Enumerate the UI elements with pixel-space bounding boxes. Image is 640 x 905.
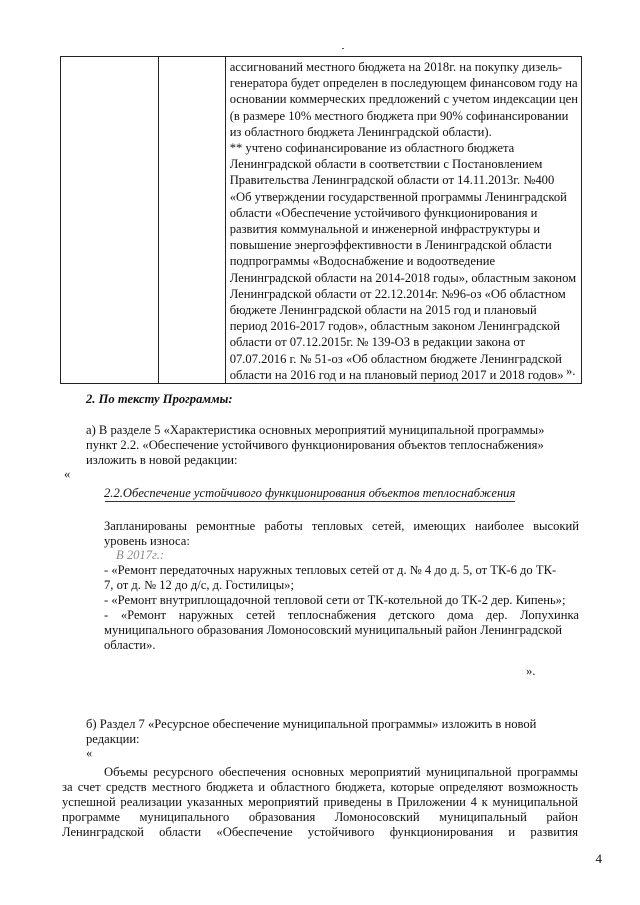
planned-line: уровень износа: [104,534,190,548]
closing-quote: ». [566,364,576,378]
heading-rule [105,501,515,502]
table-note-line: 07.07.2016 г. № 51-оз «Об областном бюджете Ленинградской [229,351,562,366]
table-note-line: генератора будет определен в последующем финансовом году на [229,76,578,91]
paragraph-b-line: б) Раздел 7 «Ресурсное обеспечение муниципальной программы» изложить в новой [86,717,537,731]
paragraph-a-line: пункт 2.2. «Обеспечение устойчивого функционирования объектов теплоснабжения» [86,438,544,452]
table-cell-notes [225,57,581,384]
table-note-line: области от 07.12.2015г. № 139-ОЗ в редакции закона от [229,335,525,350]
table-note-line: основании коммерческих предложений с учетом индексации цен [229,92,578,107]
table-note-line: бюджете Ленинградской области на 2015 год и плановый [229,303,537,318]
table-note-line: Правительства Ленинградской области от 14.11.2013г. №400 [229,173,555,188]
opening-quote: « [64,467,71,481]
table-note-line: Ленинградской области в соответствии с Постановлением [229,157,543,172]
work-item: 7, от д. № 12 до д/с, д. Гостилицы»; [104,578,294,592]
funding-notes-table [60,56,582,384]
table-note-line: ассигнований местного бюджета на 2018г. на покупку дизель- [229,60,563,74]
opening-quote: « [86,746,93,760]
work-item: области». [104,638,156,652]
final-paragraph-line: Объемы ресурсного обеспечения основных мероприятий муниципальной программы [104,765,578,779]
work-item: муниципального образования Ломоносовский муниципальный район Ленинградской [104,623,563,637]
closing-quote: ». [526,664,536,678]
table-note-line: (в размере 10% местного бюджета при 90% софинансировании [229,108,569,123]
table-note-line: подпрограммы «Водоснабжение и водоотведение [229,254,496,269]
subsection-heading: 2.2.Обеспечение устойчивого функционирования объектов теплоснабжения [104,486,516,500]
planned-line: Запланированы ремонтные работы тепловых сетей, имеющих наиболее высокий [104,519,579,533]
table-note-line: период 2016-2017 годов», областным законом Ленинградской [229,319,561,334]
final-paragraph-line: успешной реализации указанных мероприятий приведены в Приложении 4 к муниципальной [62,795,578,809]
work-item: - «Ремонт наружных сетей теплоснабжения детского дома дер. Лопухинка [104,608,579,622]
scan-speck [342,48,344,49]
table-note-line: Ленинградской области от 22.12.2014г. №96-оз «Об областном [229,286,566,301]
work-item: - «Ремонт передаточных наружных тепловых сетей от д. № 4 до д. 5, от ТК-6 до ТК- [104,563,557,577]
paragraph-a-line: а) В разделе 5 «Характеристика основных мероприятий муниципальной программы» [86,423,545,437]
table-cell-empty-1 [61,57,159,384]
table-note-line: «Об утверждении государственной программы Ленинградской [229,189,567,204]
work-item: - «Ремонт внутриплощадочной тепловой сети от ТК-котельной до ТК-2 дер. Кипень»; [104,593,566,607]
table-note-line: из областного бюджета Ленинградской области). [229,124,492,139]
final-paragraph-line: Ленинградской области «Обеспечение устойчивого функционирования и развития [62,825,578,839]
table-note-line: Ленинградской области на 2014-2018 годы», областным законом [229,270,577,285]
table-note-line: повышение энергоэффективности в Ленинградской области [229,238,552,253]
table-cell-empty-2 [158,57,225,384]
table-note-line: области «Обеспечение устойчивого функционирования и [229,205,538,220]
paragraph-b-line: редакции: [86,732,140,746]
section-heading: 2. По тексту Программы: [86,392,233,406]
table-note-line: области на 2016 год и на плановый период 2017 и 2018 годов» [229,367,564,382]
year-label: В 2017г.: [116,548,165,562]
table-note-line: ** учтено софинансирование из областного бюджета [229,141,515,156]
final-paragraph-line: за счет средств местного бюджета и областного бюджета, которые определяют возможность [62,780,578,794]
page-number: 4 [595,851,602,866]
paragraph-a-line: изложить в новой редакции: [86,453,238,467]
table-note-line: развития коммунальной и инженерной инфраструктуры и [229,222,541,237]
final-paragraph-line: программе муниципального образования Ломоносовский муниципальный район [62,810,578,824]
